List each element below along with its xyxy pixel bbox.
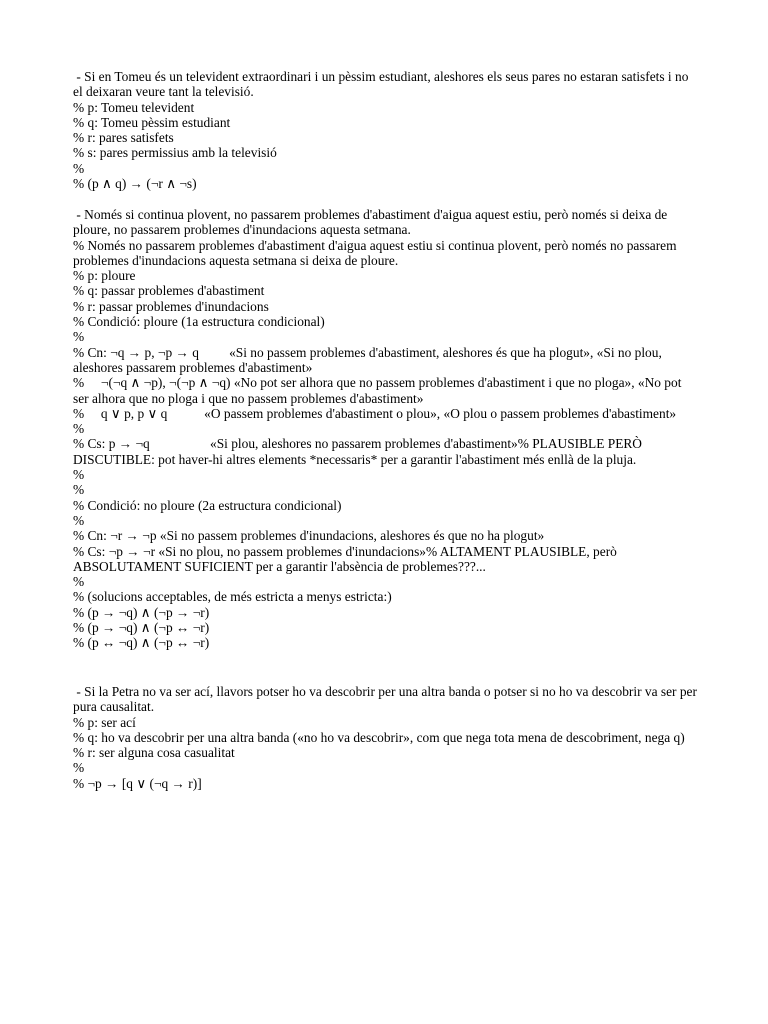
exercise-2	[73, 207, 698, 651]
text-line: % Cs: ¬p → ¬r «Si no plou, no passem problemes d'inundacions»% ALTAMENT PLAUSIBLE, però ABSOLUTAMENT SUFICIENT per a garantir l'absència de problemes???...	[73, 543, 620, 574]
text-line: %	[73, 421, 85, 437]
text-line: %	[73, 512, 85, 528]
text-line: % q: passar problemes d'abastiment	[73, 283, 265, 299]
text-line: % r: passar problemes d'inundacions	[73, 298, 269, 314]
text-line: % s: pares permissius amb la televisió	[73, 145, 277, 161]
text-line: % p: Tomeu televident	[73, 99, 195, 115]
text-line: % Cn: ¬r → ¬p «Si no passem problemes d'inundacions, aleshores és que no ha plogut»	[73, 528, 545, 544]
text-line: %	[73, 760, 85, 776]
text-line: %	[73, 467, 85, 483]
text-line: % (p → ¬q) ∧ (¬p → ¬r)	[73, 604, 210, 620]
text-line: % Condició: no ploure (2a estructura condicional)	[73, 497, 342, 513]
text-line: % Només no passarem problemes d'abastiment d'aigua aquest estiu si continua plovent, però només no passarem problemes d'inundacions aquesta setmana si deixa de ploure.	[73, 237, 680, 268]
text-line: - Només si continua plovent, no passarem problemes d'abastiment d'aigua aquest estiu, però només si deixa de ploure, no passarem problemes d'inundacions aquesta setmana.	[73, 207, 671, 238]
text-line: % (p ↔ ¬q) ∧ (¬p ↔ ¬r)	[73, 635, 210, 651]
text-line: % (solucions acceptables, de més estricta a menys estricta:)	[73, 589, 392, 605]
text-line: % p: ser ací	[73, 714, 136, 730]
text-line: %	[73, 574, 85, 590]
text-line: % (p → ¬q) ∧ (¬p ↔ ¬r)	[73, 620, 210, 636]
exercise-1	[73, 69, 698, 191]
text-line: % p: ploure	[73, 268, 136, 284]
text-line: % Cs: p → ¬q «Si plou, aleshores no passarem problemes d'abastiment»% PLAUSIBLE PERÒ DISCUTIBLE: pot haver-hi altres elements *necessaris* per a garantir l'abastiment més enllà de la pluja.	[73, 436, 646, 467]
text-line: % r: ser alguna cosa casualitat	[73, 745, 235, 761]
text-line: - Si en Tomeu és un televident extraordinari i un pèssim estudiant, aleshores els seus pares no estaran satisfets i no el deixaran veure tant la televisió.	[73, 69, 692, 100]
text-line: % q ∨ p, p ∨ q «O passem problemes d'abastiment o plou», «O plou o passem problemes d'abastiment»	[73, 405, 677, 421]
text-line: % ¬p → [q ∨ (¬q → r)]	[73, 775, 202, 791]
text-line: %	[73, 329, 85, 345]
text-line: % r: pares satisfets	[73, 130, 174, 146]
text-line: - Si la Petra no va ser ací, llavors potser ho va descobrir per una altra banda o potser si no ho va descobrir va ser per pura causalitat.	[73, 684, 701, 715]
text-line: % q: Tomeu pèssim estudiant	[73, 114, 231, 130]
text-line: % ¬(¬q ∧ ¬p), ¬(¬p ∧ ¬q) «No pot ser alhora que no passem problemes d'abastiment i que no ploga», «No pot ser alhora que no ploga i que no passem problemes d'abastiment»	[73, 375, 685, 406]
text-line: % q: ho va descobrir per una altra banda («no ho va descobrir», com que nega tota mena de descobriment, nega q)	[73, 729, 685, 745]
text-line: %	[73, 482, 85, 498]
text-line: % Cn: ¬q → p, ¬p → q «Si no passem problemes d'abastiment, aleshores és que ha plogut», «Si no plou, aleshores passarem problemes d'abastiment»	[73, 344, 666, 375]
text-line: % (p ∧ q) → (¬r ∧ ¬s)	[73, 176, 197, 192]
exercise-3	[73, 684, 701, 791]
text-line: %	[73, 160, 85, 176]
text-line: % Condició: ploure (1a estructura condicional)	[73, 314, 325, 330]
